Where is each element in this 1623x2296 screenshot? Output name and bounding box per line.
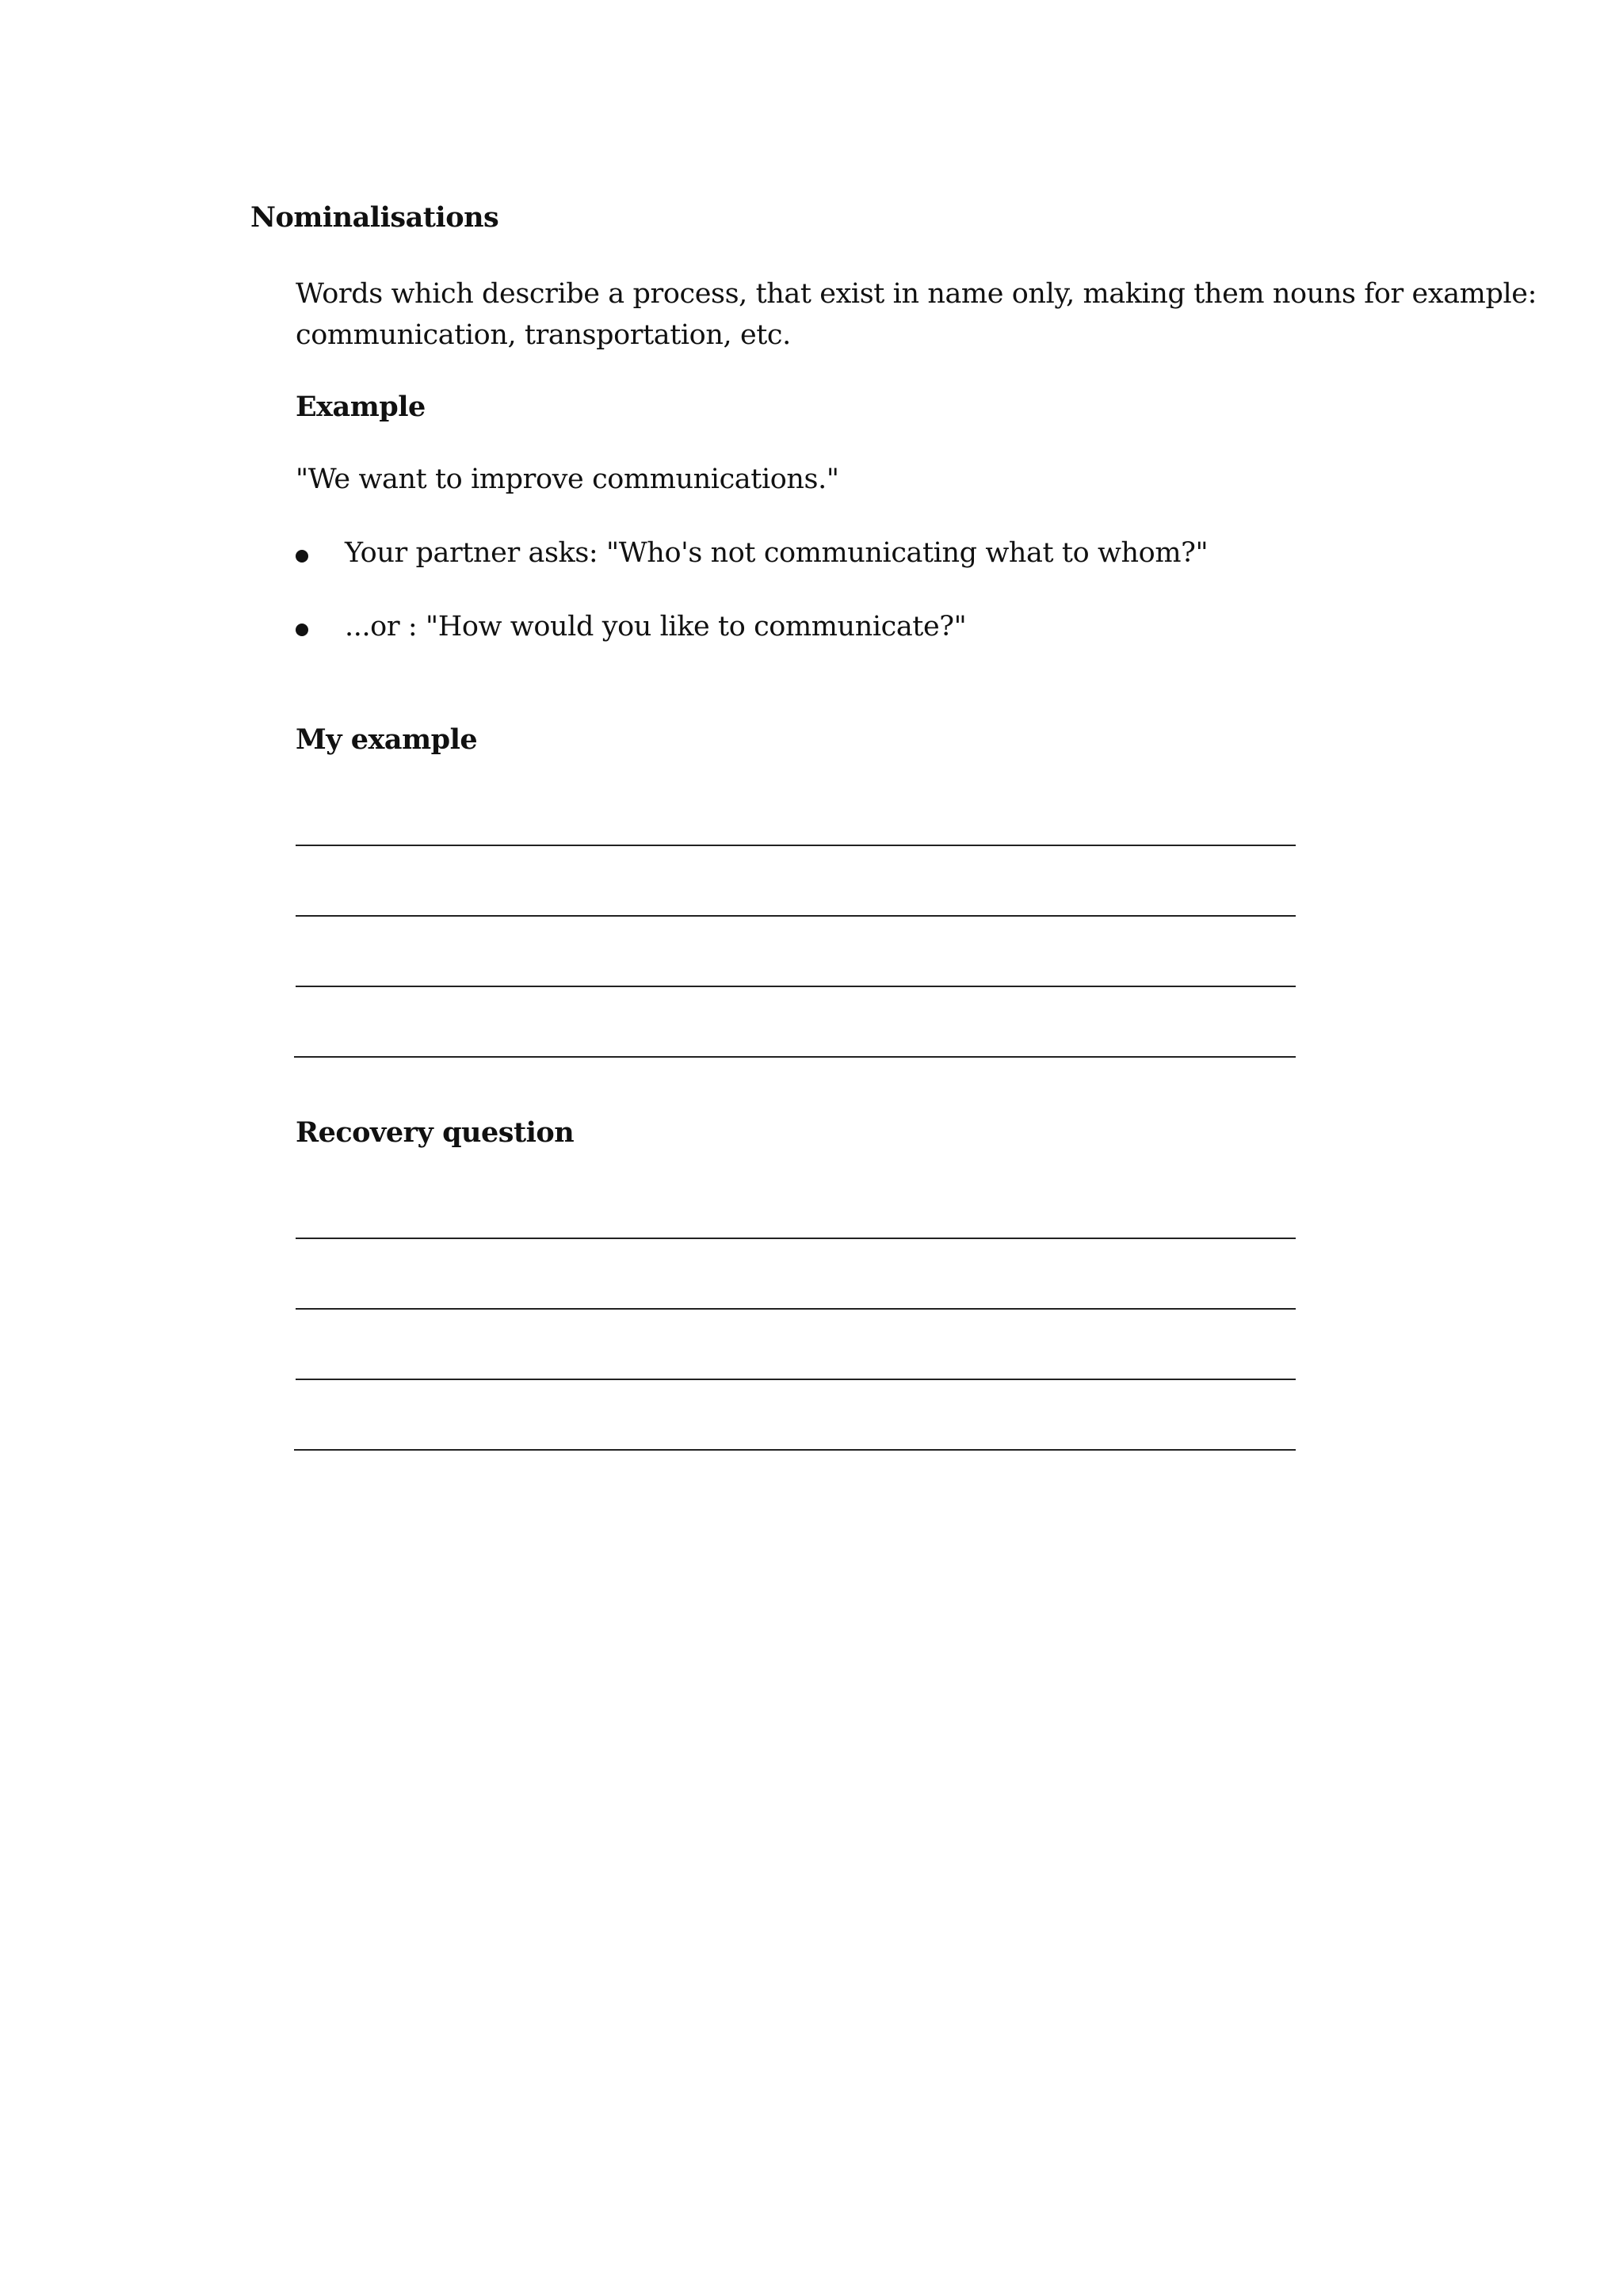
example-heading: Example: [296, 391, 426, 423]
bullet-text: ...or : "How would you like to communicate?": [345, 611, 967, 643]
recovery-question-heading: Recovery question: [296, 1116, 575, 1149]
page-title: Nominalisations: [250, 201, 499, 234]
writing-line[interactable]: [294, 1056, 1296, 1058]
writing-line[interactable]: [296, 986, 1296, 987]
description-paragraph: [296, 273, 1537, 356]
bullet-icon: [296, 624, 308, 636]
example-quote: "We want to improve communications.": [296, 463, 839, 495]
writing-line[interactable]: [296, 1308, 1296, 1310]
bullet-text: Your partner asks: "Who's not communicating what to whom?": [345, 537, 1209, 569]
description-line: communication, transportation, etc.: [296, 319, 791, 351]
writing-line[interactable]: [294, 1449, 1296, 1451]
writing-line[interactable]: [296, 845, 1296, 846]
bullet-icon: [296, 550, 308, 563]
writing-line[interactable]: [296, 1238, 1296, 1239]
my-example-heading: My example: [296, 723, 478, 756]
writing-line[interactable]: [296, 1379, 1296, 1380]
description-line: Words which describe a process, that exist in name only, making them nouns for example:: [296, 278, 1537, 310]
writing-line[interactable]: [296, 915, 1296, 917]
